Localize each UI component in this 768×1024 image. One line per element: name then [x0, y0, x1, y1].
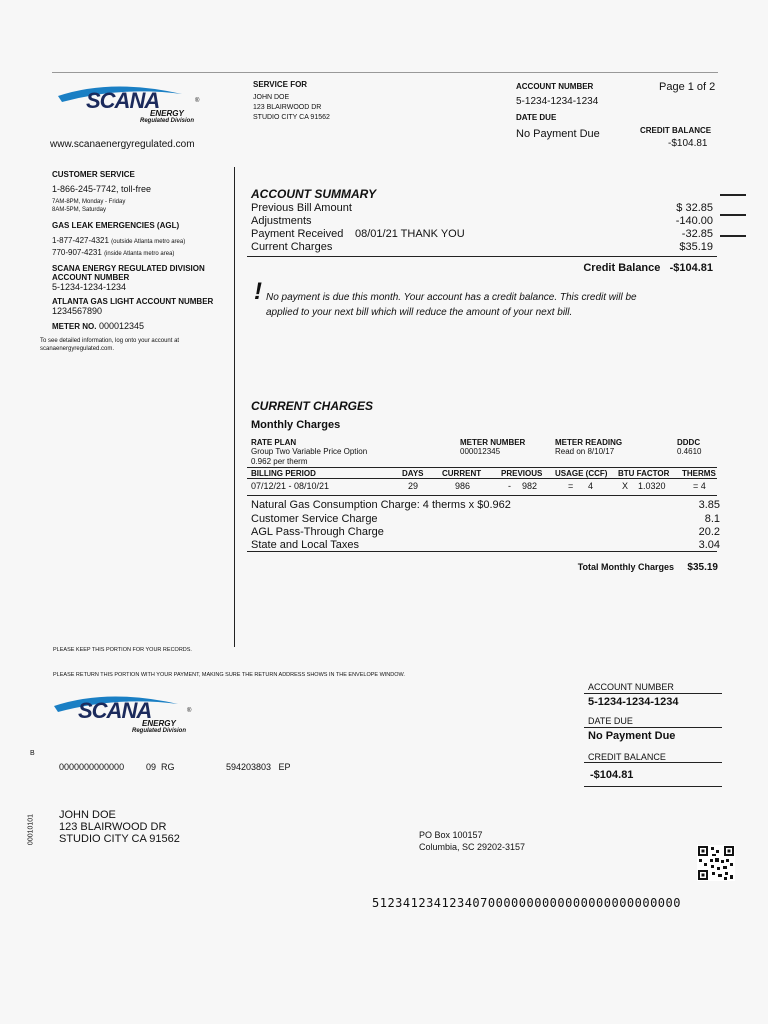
- gas-leak-phone2-note: (inside Atlanta metro area): [104, 251, 175, 257]
- logo-sub1: ENERGY: [150, 109, 184, 118]
- meter-line: [52, 321, 144, 331]
- cs-hours2: 8AM-5PM, Saturday: [52, 207, 107, 213]
- usage-header: PREVIOUS: [501, 469, 543, 478]
- scana-logo: [52, 80, 212, 128]
- stub-rule: [584, 786, 722, 787]
- current-charges-subtitle: Monthly Charges: [251, 419, 341, 431]
- summary-row-value: $35.19: [679, 241, 713, 253]
- usage-header: USAGE (CCF): [555, 469, 608, 478]
- credit-balance-row: [520, 262, 713, 274]
- total-value: $35.19: [687, 562, 718, 573]
- logo-reg: ®: [187, 708, 192, 714]
- summary-row-value: -140.00: [675, 215, 713, 227]
- usage-period: 07/12/21 - 08/10/21: [251, 481, 330, 491]
- stub-credit-balance: -$104.81: [590, 769, 634, 781]
- page-indicator: Page 1 of 2: [659, 81, 716, 93]
- gas-leak-phone1: 1-877-427-4321: [52, 236, 109, 245]
- line-item-value: 3.04: [698, 539, 720, 551]
- total-label: Total Monthly Charges: [577, 562, 675, 572]
- usage-btu: 1.0320: [638, 481, 666, 491]
- meter-number: 000012345: [460, 447, 501, 456]
- logo-brand: SCANA: [86, 88, 160, 113]
- summary-row-label: Payment Received: [251, 228, 344, 240]
- date-due: No Payment Due: [516, 128, 600, 140]
- usage-header: DAYS: [402, 469, 424, 478]
- notice-exclamation-icon: !: [254, 278, 262, 305]
- meter-label: METER NO.: [52, 322, 97, 331]
- usage-header-rule: [247, 467, 717, 468]
- usage-therms: = 4: [693, 481, 706, 491]
- rate-plan-1: Group Two Variable Price Option: [251, 447, 368, 456]
- gas-leak-phone1-note: (outside Atlanta metro area): [111, 239, 186, 245]
- dddc: 0.4610: [677, 447, 702, 456]
- login-note2: scanaenergyregulated.com.: [40, 346, 115, 352]
- keep-note: PLEASE KEEP THIS PORTION FOR YOUR RECORDS.: [53, 647, 192, 653]
- agl-acct: 1234567890: [52, 306, 103, 316]
- usage-header: THERMS: [682, 469, 716, 478]
- summary-row-label: Current Charges: [251, 241, 333, 253]
- summary-row-value: $ 32.85: [676, 202, 713, 214]
- credit-balance-label: CREDIT BALANCE: [640, 126, 712, 135]
- current-charges-title: CURRENT CHARGES: [251, 399, 374, 413]
- usage-header: BTU FACTOR: [618, 469, 670, 478]
- cust-addr2: STUDIO CITY CA 91562: [59, 833, 180, 845]
- meter-reading-label: METER READING: [555, 438, 623, 447]
- stub-account-number: 5-1234-1234-1234: [588, 696, 679, 708]
- rate-plan-label: RATE PLAN: [251, 438, 297, 447]
- cs-phone: 1-866-245-7742, toll-free: [52, 184, 152, 194]
- cust-name: JOHN DOE: [59, 809, 116, 821]
- top-rule: [52, 72, 718, 73]
- margin-tick: [720, 214, 746, 216]
- website[interactable]: www.scanaenergyregulated.com: [50, 139, 195, 150]
- notice-line1: No payment is due this month. Your account has a credit balance. This credit will be: [266, 292, 637, 303]
- line-item-value: 8.1: [704, 513, 720, 525]
- stub-date-due: No Payment Due: [588, 730, 676, 742]
- agl-acct-label: ATLANTA GAS LIGHT ACCOUNT NUMBER: [52, 297, 214, 306]
- service-addr2: STUDIO CITY CA 91562: [253, 114, 330, 121]
- logo-sub2: Regulated Division: [140, 118, 195, 124]
- scanline: 5123412341234070000000000000000000000000: [372, 896, 681, 910]
- usage-previous: 982: [522, 481, 538, 491]
- credit-balance: -$104.81: [668, 138, 708, 149]
- total-rule: [247, 551, 717, 552]
- gas-leak-label: GAS LEAK EMERGENCIES (AGL): [52, 221, 180, 230]
- meter-number-label: METER NUMBER: [460, 438, 526, 447]
- total-row: [520, 557, 718, 575]
- date-due-label: DATE DUE: [516, 113, 557, 122]
- usage-days: 29: [408, 481, 419, 491]
- scana-acct: 5-1234-1234-1234: [52, 282, 127, 292]
- stub-date-due-label: DATE DUE: [588, 716, 633, 726]
- gas-leak-line1: [52, 236, 185, 245]
- stub-rule: [584, 727, 722, 728]
- service-for-label: SERVICE FOR: [253, 80, 308, 89]
- gas-leak-line2: [52, 248, 174, 257]
- summary-row-label: Adjustments: [251, 215, 312, 227]
- line-items-rule: [247, 495, 717, 496]
- b-mark: B: [30, 750, 35, 757]
- stub-credit-balance-label: CREDIT BALANCE: [588, 752, 666, 762]
- cust-addr1: 123 BLAIRWOOD DR: [59, 821, 167, 833]
- line-item-label: Natural Gas Consumption Charge: 4 therms x $0.962: [251, 499, 511, 511]
- credit-balance-summary-label: Credit Balance: [583, 262, 661, 274]
- service-addr1: 123 BLAIRWOOD DR: [253, 104, 322, 111]
- summary-row-mid: 08/01/21 THANK YOU: [355, 228, 465, 240]
- dddc-label: DDDC: [677, 438, 701, 447]
- logo-reg: ®: [195, 98, 200, 104]
- margin-tick: [720, 194, 746, 196]
- summary-row-value: -32.85: [681, 228, 713, 240]
- line-item-value: 3.85: [698, 499, 720, 511]
- column-divider: [234, 167, 235, 647]
- credit-balance-summary-value: -$104.81: [669, 262, 713, 274]
- scana-logo-stub: [48, 690, 208, 738]
- margin-tick: [720, 235, 746, 237]
- usage-header-rule: [247, 478, 717, 479]
- stub-account-number-label: ACCOUNT NUMBER: [588, 682, 674, 692]
- stub-code3: 594203803 EP: [226, 762, 291, 772]
- gas-leak-phone2: 770-907-4231: [52, 248, 102, 257]
- usage-header: BILLING PERIOD: [251, 469, 316, 478]
- cs-label: CUSTOMER SERVICE: [52, 170, 135, 179]
- meter-no: 000012345: [98, 321, 145, 331]
- remit-addr2: Columbia, SC 29202-3157: [419, 842, 526, 852]
- notice-line2: applied to your next bill which will reduce the amount of your next bill.: [266, 307, 573, 318]
- login-note1: To see detailed information, log onto your account at: [40, 338, 180, 344]
- summary-row-label: Previous Bill Amount: [251, 202, 352, 214]
- summary-rule: [247, 256, 717, 257]
- account-number: 5-1234-1234-1234: [516, 96, 599, 107]
- line-item-label: State and Local Taxes: [251, 539, 360, 551]
- usage-current: 986: [455, 481, 471, 491]
- usage-eq: =: [568, 481, 574, 491]
- account-summary-title: ACCOUNT SUMMARY: [251, 187, 377, 201]
- cs-hours1: 7AM-8PM, Monday - Friday: [52, 199, 126, 205]
- usage-ccf: 4: [588, 481, 594, 491]
- stub-code2: 09 RG: [146, 762, 175, 772]
- stub-rule: [584, 693, 722, 694]
- usage-minus: -: [508, 481, 511, 491]
- stub-rule: [584, 762, 722, 763]
- logo-sub2: Regulated Division: [132, 728, 187, 734]
- scana-acct-label1: SCANA ENERGY REGULATED DIVISION: [52, 264, 205, 273]
- qr-code-icon: [697, 845, 735, 881]
- remit-addr1: PO Box 100157: [419, 830, 483, 840]
- line-item-value: 20.2: [698, 526, 720, 538]
- usage-header: CURRENT: [442, 469, 482, 478]
- line-item-label: AGL Pass-Through Charge: [251, 526, 384, 538]
- return-note: PLEASE RETURN THIS PORTION WITH YOUR PAYMENT, MAKING SURE THE RETURN ADDRESS SHOWS IN THE ENVELOPE WINDOW.: [53, 672, 405, 678]
- stub-code1: 0000000000000: [59, 762, 125, 772]
- usage-x: X: [622, 481, 629, 491]
- logo-brand: SCANA: [78, 698, 152, 723]
- line-item-label: Customer Service Charge: [251, 513, 378, 525]
- logo-sub1: ENERGY: [142, 719, 176, 728]
- meter-reading: Read on 8/10/17: [555, 447, 615, 456]
- scana-acct-label2: ACCOUNT NUMBER: [52, 273, 130, 282]
- side-code: 00010101: [27, 813, 35, 846]
- service-name: JOHN DOE: [253, 94, 290, 101]
- rate-plan-2: 0.962 per therm: [251, 457, 308, 466]
- account-number-label: ACCOUNT NUMBER: [516, 82, 594, 91]
